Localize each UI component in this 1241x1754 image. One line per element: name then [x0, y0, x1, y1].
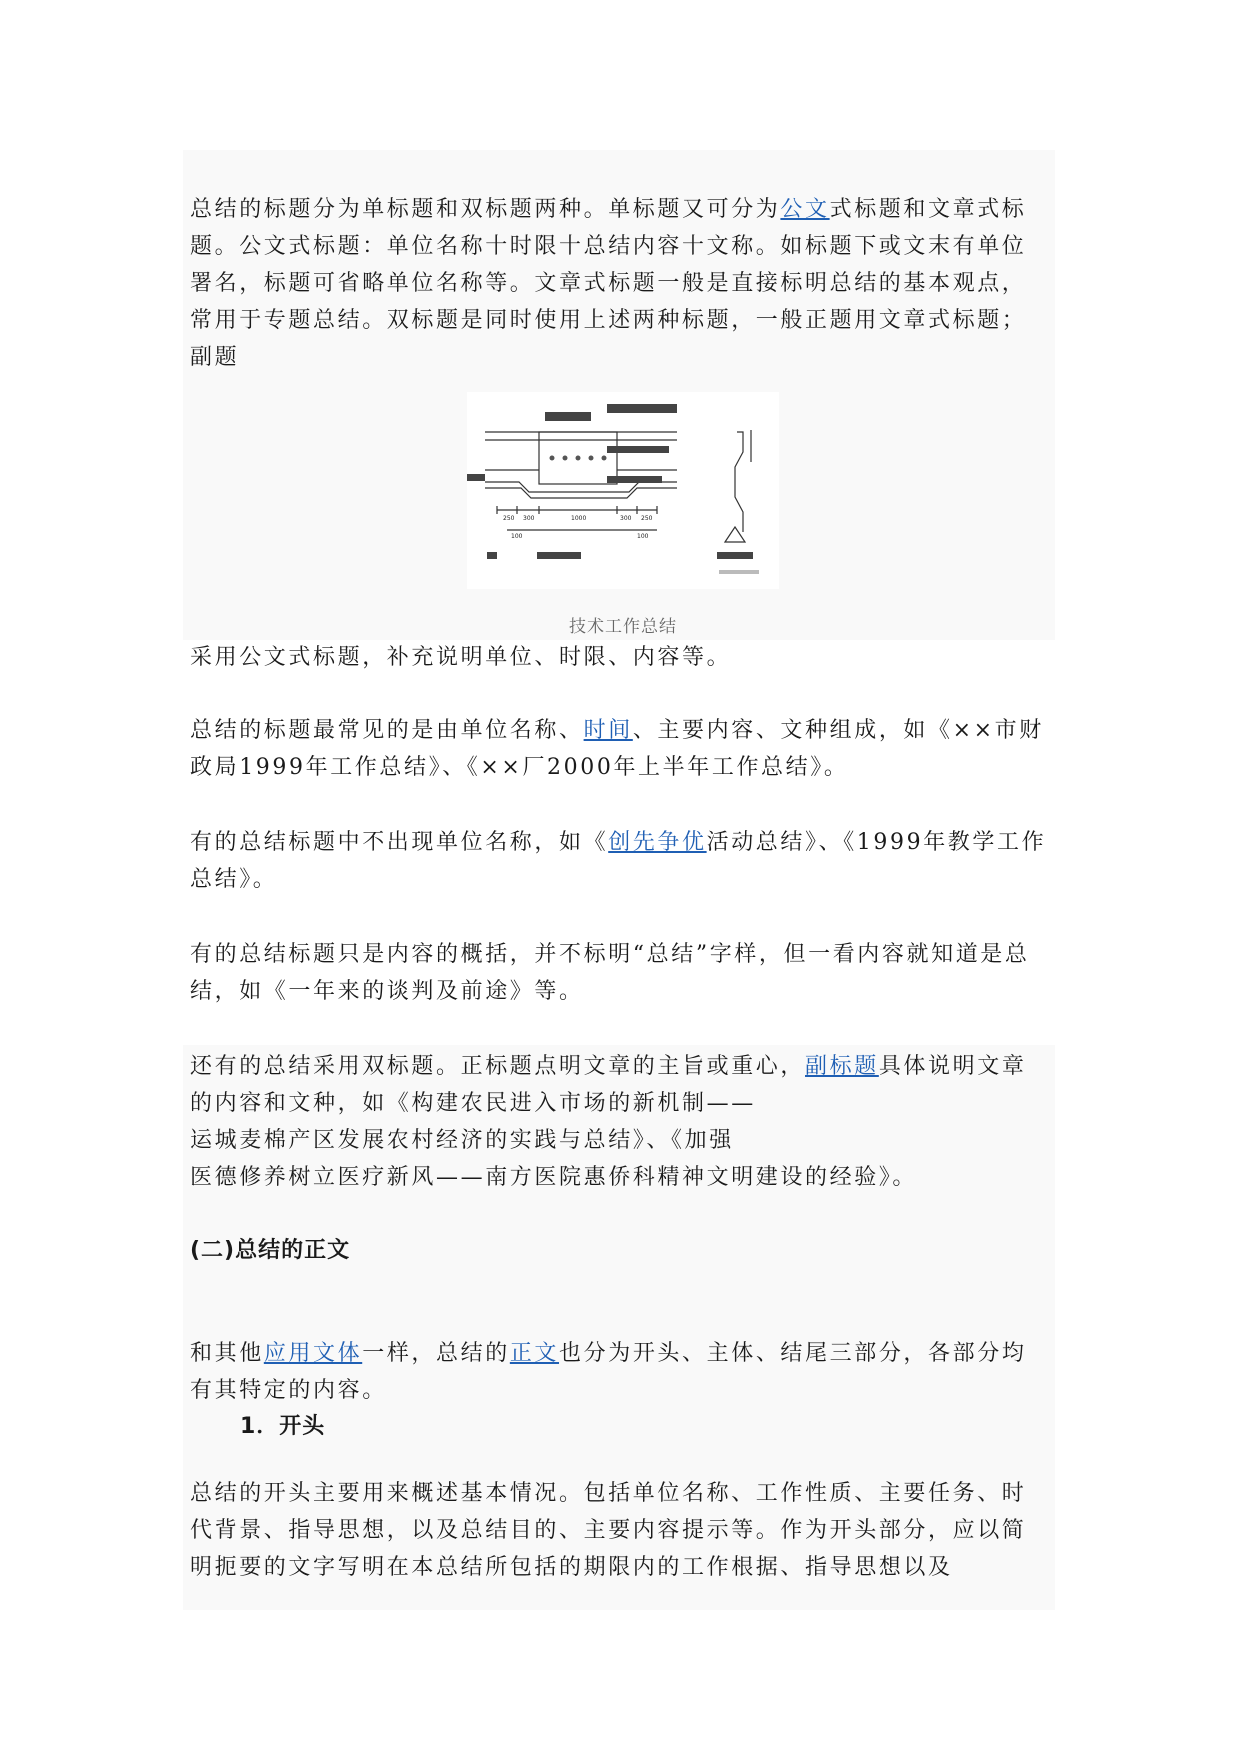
text: 有的总结标题中不出现单位名称，如《	[190, 830, 609, 855]
technical-drawing-image	[467, 392, 779, 589]
text: 一样，总结的	[362, 1341, 510, 1366]
paragraph-line-4: 医德修养树立医疗新风——南方医院惠侨科精神文明建设的经验》。	[190, 1165, 918, 1190]
paragraph-opening-content: 总结的开头主要用来概述基本情况。包括单位名称、工作性质、主要任务、时代背景、指导思想，以及总结目的、主要内容提示等。作为开头部分，应以简明扼要的文字写明在本总结所包括的期限内的工作根据、指导思想以及	[190, 1481, 1027, 1580]
text: 总结的标题最常见的是由单位名称、	[190, 718, 584, 743]
link-gongwen[interactable]: 公文	[780, 197, 830, 222]
dim-label-1000: 1000	[571, 515, 587, 522]
paragraph-body-intro	[190, 1335, 1050, 1409]
dim-label-250: 250	[503, 515, 515, 522]
paragraph-common-title	[190, 712, 1050, 786]
dim-label-300: 300	[620, 515, 632, 522]
subheading-opening: 1．开头	[240, 1414, 326, 1439]
paragraph-title-types	[190, 191, 1050, 376]
paragraph-gongwen-title: 采用公文式标题，补充说明单位、时限、内容等。	[190, 645, 732, 670]
paragraph-content-summary-title: 有的总结标题只是内容的概括，并不标明“总结”字样，但一看内容就知道是总结，如《一年来的谈判及前途》等。	[190, 942, 1030, 1004]
dim-label-300: 300	[523, 515, 535, 522]
link-zhengwen[interactable]: 正文	[509, 1341, 560, 1366]
text: 式标题和文章式标题。公文式标题：单位名称十时限十总结内容十文称。如标题下或文末有单位署名，标题可省略单位名称等。文章式标题一般是直接标明总结的基本观点，常用于专题总结。双标题是同时使用上述两种标题，一般正题用文章式标题；副题	[190, 197, 1027, 370]
paragraph-line-3: 运城麦棉产区发展农村经济的实践与总结》、《加强	[190, 1128, 734, 1153]
dim-label-100: 100	[637, 533, 649, 540]
link-chuangxian-zhengyou[interactable]: 创先争优	[608, 830, 707, 855]
paragraph-double-title	[190, 1048, 1050, 1196]
technical-drawing-svg	[467, 392, 779, 589]
text: 具体说明文章的内容和文种，如《构建农民进入市场的新机制——	[190, 1054, 1027, 1116]
text: 总结的标题分为单标题和双标题两种。单标题又可分为	[190, 197, 781, 222]
text: 、主要内容、文种组成，如《××市财政局1999年工作总结》、《××厂2000年上半年工作总结》。	[190, 718, 1044, 780]
link-fubiaoti[interactable]: 副标题	[805, 1054, 879, 1079]
dim-label-250: 250	[641, 515, 653, 522]
dim-label-100: 100	[511, 533, 523, 540]
section-heading-body: (二)总结的正文	[190, 1238, 351, 1263]
text: 也分为开头、主体、结尾三部分，各部分均有其特定的内容。	[190, 1341, 1027, 1403]
text: 活动总结》、《1999年教学工作总结》。	[190, 830, 1047, 892]
text: 还有的总结采用双标题。正标题点明文章的主旨或重心，	[190, 1054, 806, 1079]
paragraph-lines-1-2	[190, 1048, 1050, 1122]
link-shijian[interactable]: 时间	[583, 718, 633, 743]
link-yingyong-wenti[interactable]: 应用文体	[263, 1341, 363, 1366]
text: 和其他	[190, 1341, 264, 1366]
figure-caption: 技术工作总结	[569, 617, 677, 637]
paragraph-no-unit-name	[190, 824, 1050, 898]
